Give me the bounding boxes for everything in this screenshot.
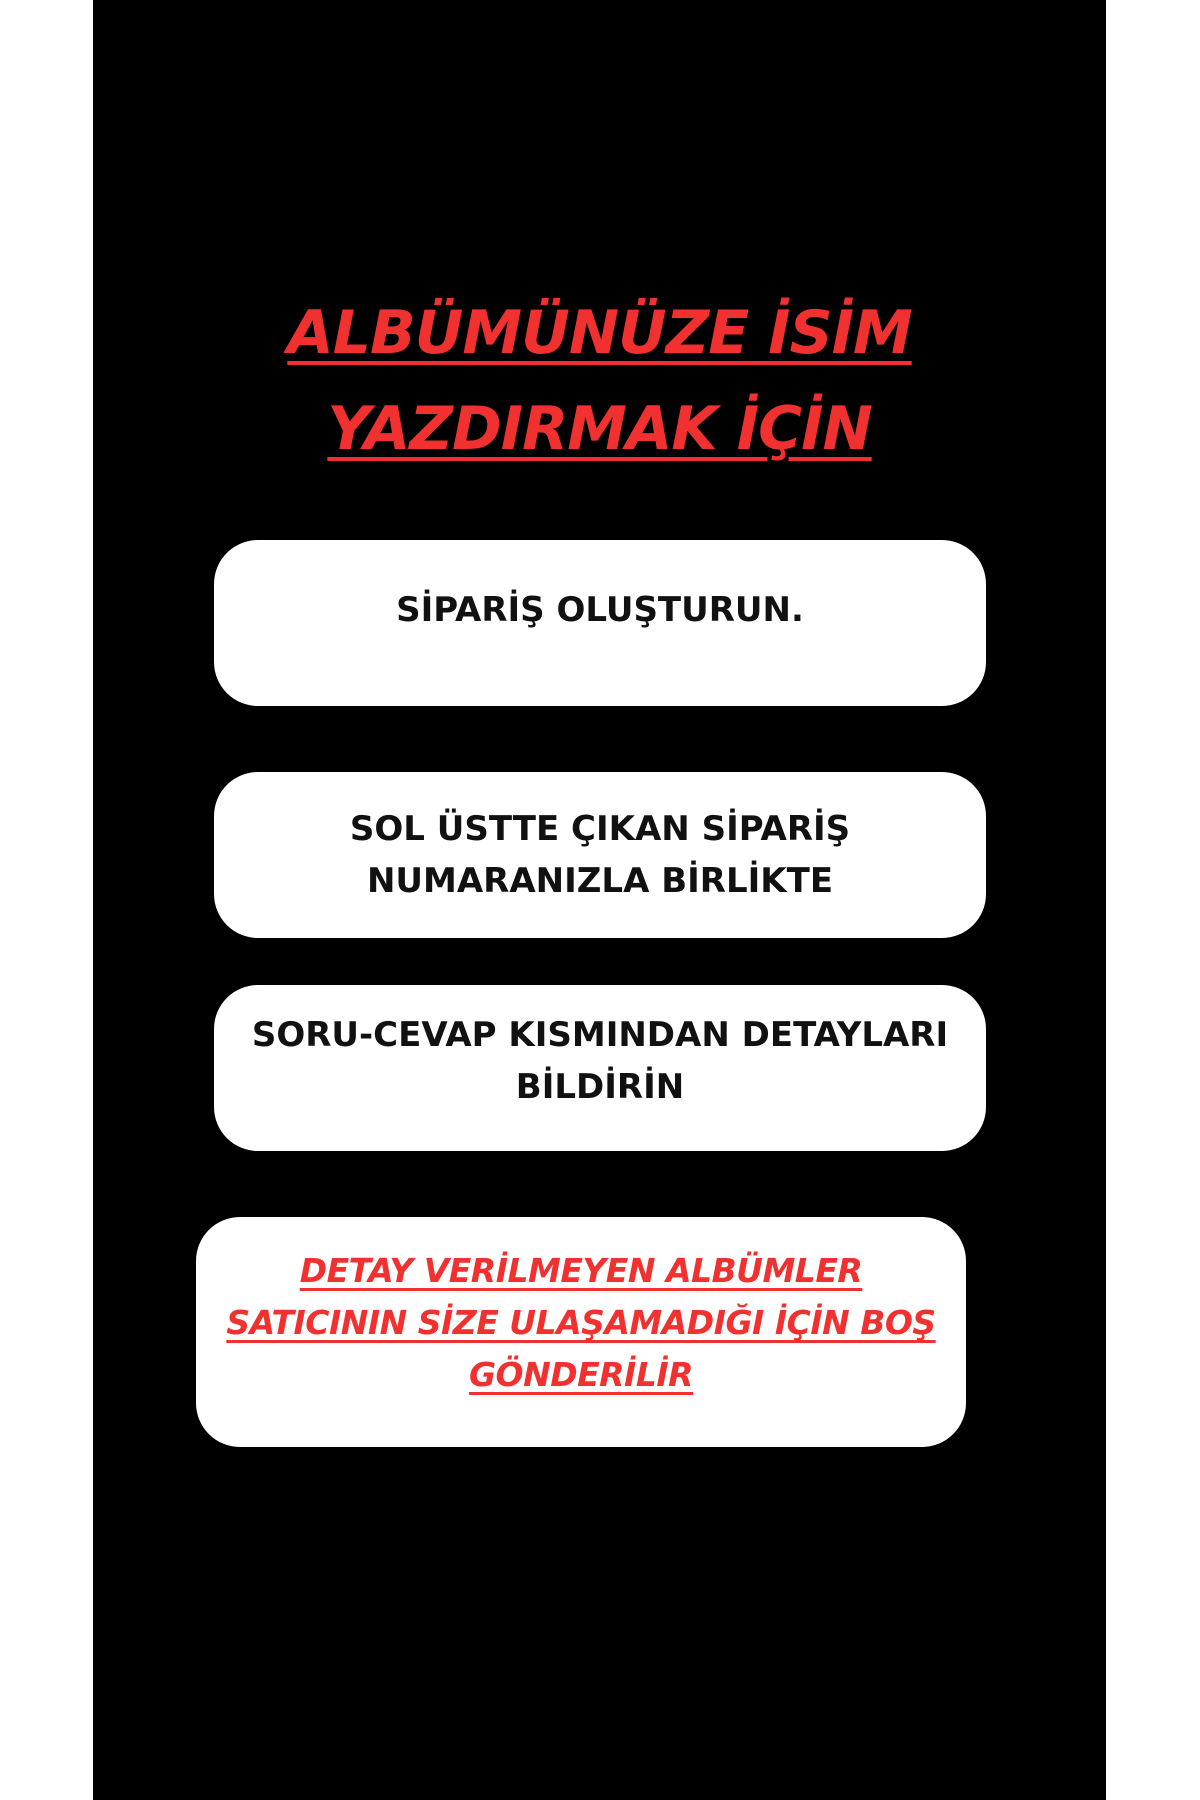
step-card-qa-details (214, 985, 986, 1151)
page-title (93, 285, 1106, 477)
step-line: SORU-CEVAP KISMINDAN DETAYLARI (251, 1015, 949, 1055)
title-line: YAZDIRMAK İÇİN (327, 394, 872, 464)
warning-line: DETAY VERİLMEYEN ALBÜMLER (299, 1251, 863, 1290)
title-line: ALBÜMÜNÜZE İSİM (287, 298, 912, 368)
step-card-create-order (214, 540, 986, 706)
step-card-order-number (214, 772, 986, 938)
step-text (350, 803, 850, 907)
step-line: SOL ÜSTTE ÇIKAN SİPARİŞ (349, 809, 851, 849)
step-line: SİPARİŞ OLUŞTURUN. (396, 590, 804, 630)
step-text (396, 584, 804, 636)
step-line: NUMARANIZLA BİRLİKTE (366, 861, 834, 901)
step-line: BİLDİRİN (515, 1067, 685, 1107)
warning-line: SATICININ SİZE ULAŞAMADIĞI İÇİN BOŞ (226, 1303, 936, 1342)
warning-text (226, 1245, 935, 1401)
step-text (252, 1009, 948, 1113)
warning-line: GÖNDERİLİR (468, 1355, 694, 1394)
warning-card (196, 1217, 966, 1447)
